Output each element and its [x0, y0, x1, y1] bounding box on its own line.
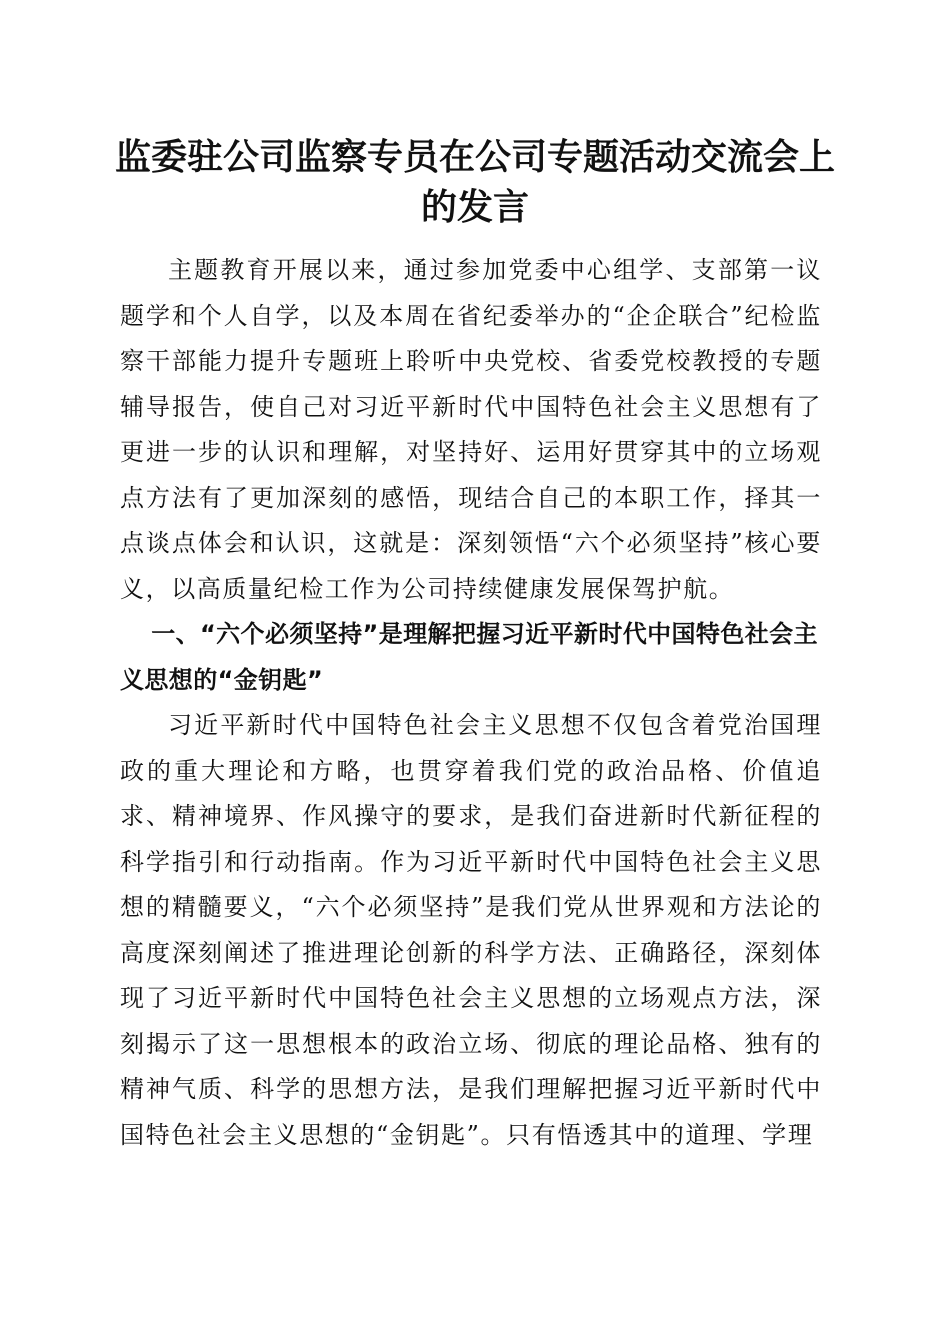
intro-paragraph: 主题教育开展以来，通过参加党委中心组学、支部第一议题学和个人自学，以及本周在省纪委举办的“企企联合”纪检监察干部能力提升专题班上聆听中央党校、省委党校教授的专题辅导报告，使自己对习近平新时代中国特色社会主义思想有了更进一步的认识和理解，对坚持好、运用好贯穿其中的立场观点方法有了更加深刻的感悟，现结合自己的本职工作，择其一点谈点体会和认识，这就是：深刻领悟“六个必须坚持”核心要义，以高质量纪检工作为公司持续健康发展保驾护航。 — [120, 256, 822, 603]
section-paragraph-1: 习近平新时代中国特色社会主义思想不仅包含着党治国理政的重大理论和方略，也贯穿着我们党的政治品格、价值追求、精神境界、作风操守的要求，是我们奋进新时代新征程的科学指引和行动指南。作为习近平新时代中国特色社会主义思想的精髓要义，“六个必须坚持”是我们党从世界观和方法论的高度深刻阐述了推进理论创新的科学方法、正确路径，深刻体现了习近平新时代中国特色社会主义思想的立场观点方法，深刻揭示了这一思想根本的政治立场、彻底的理论品格、独有的精神气质、科学的思想方法，是我们理解把握习近平新时代中国特色社会主义思想的“金钥匙”。只有悟透其中的道理、学理 — [120, 711, 822, 1149]
document-title: 监委驻公司监察专员在公司专题活动交流会上的发言 — [114, 136, 835, 228]
document-body — [120, 248, 822, 1158]
section-heading-1: 一、“六个必须坚持”是理解把握习近平新时代中国特色社会主义思想的“金钥匙” — [120, 620, 818, 694]
